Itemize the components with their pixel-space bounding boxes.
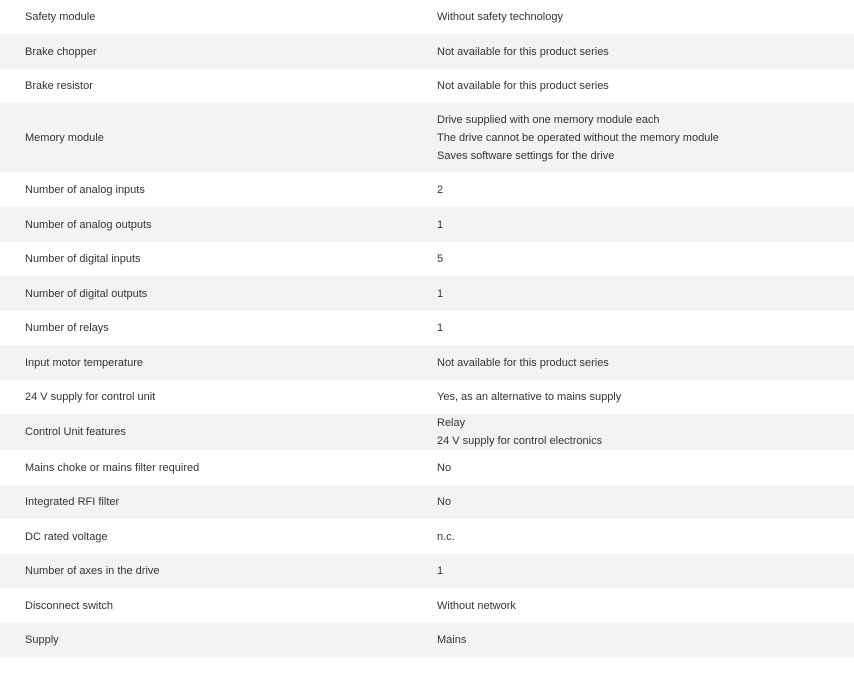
spec-value-line: Not available for this product series xyxy=(437,80,609,92)
spec-value-line: Without safety technology xyxy=(437,11,563,23)
spec-row xyxy=(0,311,854,345)
spec-value xyxy=(437,588,854,623)
spec-value-line: Mains xyxy=(437,634,467,646)
spec-label: DC rated voltage xyxy=(25,530,108,543)
spec-row xyxy=(0,519,854,554)
spec-value-line: 1 xyxy=(437,287,444,300)
spec-value xyxy=(437,485,854,519)
spec-value-line: Without network xyxy=(437,599,516,612)
spec-value xyxy=(437,69,854,103)
spec-row xyxy=(0,588,854,623)
spec-label: 24 V supply for control unit xyxy=(25,391,156,403)
spec-value xyxy=(437,414,854,450)
spec-value-line: Relay xyxy=(437,417,466,429)
spec-row xyxy=(0,207,854,242)
spec-row xyxy=(0,414,854,450)
spec-row xyxy=(0,69,854,103)
spec-row xyxy=(0,345,854,380)
spec-row xyxy=(0,34,854,69)
spec-value xyxy=(437,450,854,485)
spec-label: Disconnect switch xyxy=(25,599,114,612)
spec-label: Number of digital outputs xyxy=(0,276,437,311)
spec-row xyxy=(0,380,854,414)
spec-row xyxy=(0,0,854,34)
spec-label: Control Unit features xyxy=(0,414,437,450)
spec-value-line: Drive supplied with one memory module each xyxy=(437,113,660,126)
spec-value xyxy=(437,207,854,242)
spec-label: Number of axes in the drive xyxy=(0,554,437,588)
spec-value-line: The drive cannot be operated without the memory module xyxy=(437,131,719,144)
spec-row xyxy=(0,276,854,311)
spec-label: Number of analog outputs xyxy=(0,207,437,242)
spec-value xyxy=(437,34,854,69)
spec-row xyxy=(0,554,854,588)
spec-value-line: Yes, as an alternative to mains supply xyxy=(437,391,622,403)
spec-value-line: No xyxy=(437,496,452,508)
spec-label: Memory module xyxy=(0,103,437,172)
spec-value xyxy=(437,311,854,345)
spec-value xyxy=(437,623,854,657)
spec-label: Safety module xyxy=(25,11,96,23)
spec-value-line: 1 xyxy=(437,218,444,231)
spec-value-line: 1 xyxy=(437,565,444,577)
spec-label: Brake chopper xyxy=(0,34,437,69)
spec-row xyxy=(0,623,854,657)
spec-label: Number of relays xyxy=(25,322,109,334)
spec-value-line: n.c. xyxy=(437,530,455,543)
spec-value-line: 1 xyxy=(437,322,444,334)
spec-value-line: 2 xyxy=(437,183,444,196)
spec-value-line: 5 xyxy=(437,253,444,265)
spec-value-line: Not available for this product series xyxy=(437,356,609,369)
spec-value-line: Saves software settings for the drive xyxy=(437,149,615,162)
spec-label: Supply xyxy=(0,623,437,657)
spec-label: Number of analog inputs xyxy=(25,183,145,196)
spec-label: Brake resistor xyxy=(25,80,93,92)
spec-row xyxy=(0,172,854,207)
spec-label: Input motor temperature xyxy=(0,345,437,380)
spec-label: Integrated RFI filter xyxy=(0,485,437,519)
spec-row xyxy=(0,450,854,485)
spec-value-line: Not available for this product series xyxy=(437,45,609,58)
spec-value xyxy=(437,172,854,207)
spec-value xyxy=(437,380,854,414)
spec-row xyxy=(0,103,854,172)
spec-value xyxy=(437,103,854,172)
spec-value xyxy=(437,519,854,554)
spec-value xyxy=(437,242,854,276)
spec-value-line: 24 V supply for control electronics xyxy=(437,435,603,447)
spec-row xyxy=(0,485,854,519)
spec-value-line: No xyxy=(437,461,452,474)
spec-value xyxy=(437,345,854,380)
spec-value xyxy=(437,276,854,311)
spec-value xyxy=(437,0,854,34)
spec-row xyxy=(0,242,854,276)
spec-label: Number of digital inputs xyxy=(25,253,141,265)
spec-label: Mains choke or mains filter required xyxy=(25,461,200,474)
spec-value xyxy=(437,554,854,588)
